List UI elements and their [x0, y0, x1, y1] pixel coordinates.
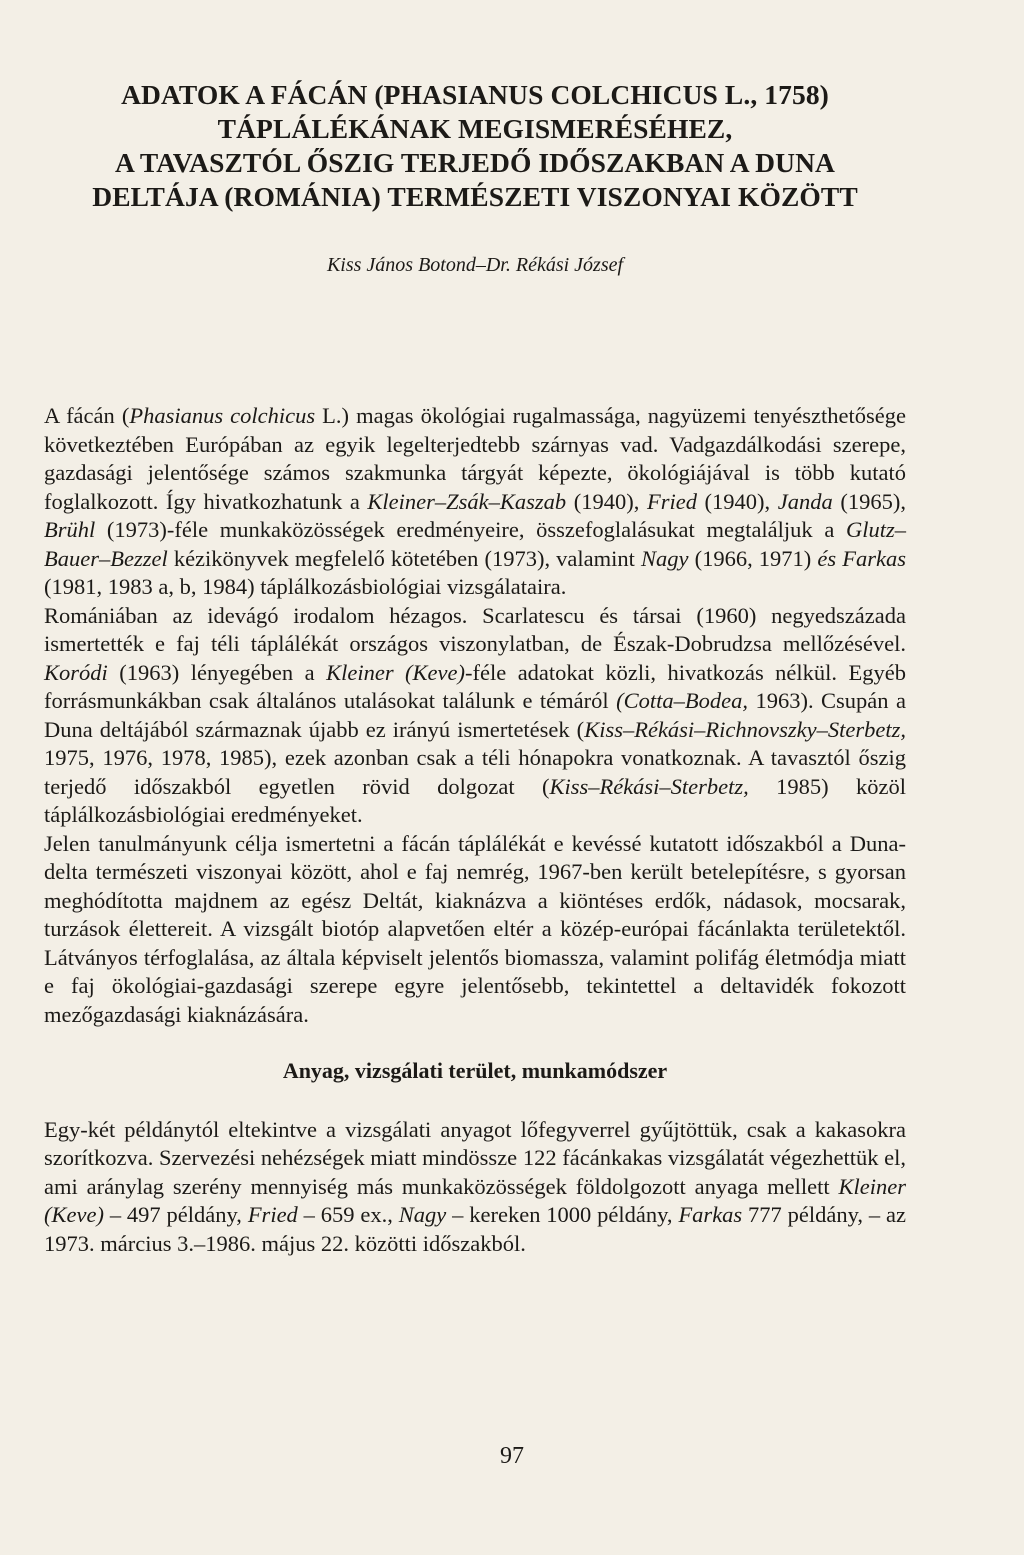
authors: Kiss János Botond–Dr. Rékási József — [326, 254, 624, 276]
article-body — [44, 402, 906, 1258]
article-title — [44, 78, 906, 214]
title-line-3: A TAVASZTÓL ŐSZIG TERJEDŐ IDŐSZAKBAN A DUNA — [114, 147, 836, 178]
paragraph-4: Egy-két példánytól eltekintve a vizsgálati anyagot lőfegyverrel gyűjtöttük, csak a kakasokra szorítkozva. Szervezési nehézségek miatt mindössze 122 fácánkakas vizsgálatát végezhettük el, ami aránylag szerény mennyiség más munkaközösségek földolgozott anyaga mellett Kleiner (Keve) – 497 példány, Fried – 659 ex., Nagy – kereken 1000 példány, Farkas 777 példány, – az 1973. március 3.–1986. május 22. közötti időszakból. — [44, 1116, 907, 1256]
section-heading: Anyag, vizsgálati terület, munkamódszer — [282, 1058, 668, 1083]
title-line-4: DELTÁJA (ROMÁNIA) TERMÉSZETI VISZONYAI KÖZÖTT — [92, 181, 858, 212]
title-line-2: TÁPLÁLÉKÁNAK MEGISMERÉSÉHEZ, — [217, 113, 733, 144]
title-line-1: ADATOK A FÁCÁN (PHASIANUS COLCHICUS L., 1758) — [121, 79, 829, 110]
paragraph-3: Jelen tanulmányunk célja ismertetni a fácán táplálékát e kevéssé kutatott időszakból a Duna-delta természeti viszonyai között, ahol e faj nemrég, 1967-ben került betelepítésre, s gyorsan meghódította majdnem az egész Deltát, kiaknázva a kiöntéses erdők, nádasok, mocsarak, turzások élettereit. A vizsgált biotóp alapvetően eltér a közép-európai fácánlakta területektől. Látványos térfoglalása, az általa képviselt jelentős biomassza, valamint polifág életmódja miatt e faj ökológiai-gazdasági szerepe egyre jelentősebb, tekintettel a deltavidék fokozott mezőgazdasági kiaknázására. — [44, 830, 906, 1027]
document-page — [44, 78, 906, 1258]
paragraph-1: A fácán (Phasianus colchicus L.) magas ökológiai rugalmassága, nagyüzemi tenyészthetősége következtében Európában az egyik legelterjedtebb szárnyas vad. Vadgazdálkodási szerepe, gazdasági jelentősége számos szakmunka tárgyát képezte, ökológiájával is több kutató foglalkozott. Így hivatkozhatunk a Kleiner–Zsák–Kaszab (1940), Fried (1940), Janda (1965), Brühl (1973)-féle munkaközösségek eredményeire, összefoglalásukat megtaláljuk a Glutz–Bauer–Bezzel kézikönyvek megfelelő kötetében (1973), valamint Nagy (1966, 1971) és Farkas (1981, 1983 a, b, 1984) táplálkozásbiológiai vizsgálataira. — [44, 403, 907, 599]
paragraph-2: Romániában az idevágó irodalom hézagos. Scarlatescu és társai (1960) negyedszázada ismertették e faj téli táplálékát országos viszonylatban, de Észak-Dobrudzsa mellőzésével. Koródi (1963) lényegében a Kleiner (Keve)-féle adatokat közli, hivatkozás nélkül. Egyéb forrásmunkákban csak általános utalásokat találunk e témáról (Cotta–Bodea, 1963). Csupán a Duna deltájából származnak újabb ez irányú ismertetések (Kiss–Rékási–Richnovszky–Sterbetz, 1975, 1976, 1978, 1985), ezek azonban csak a téli hónapokra vonatkoznak. A tavasztól őszig terjedő időszakból egyetlen rövid dolgozat (Kiss–Rékási–Sterbetz, 1985) közöl táplálkozásbiológiai eredményeket. — [44, 602, 907, 827]
page-number: 97 — [500, 1443, 524, 1469]
